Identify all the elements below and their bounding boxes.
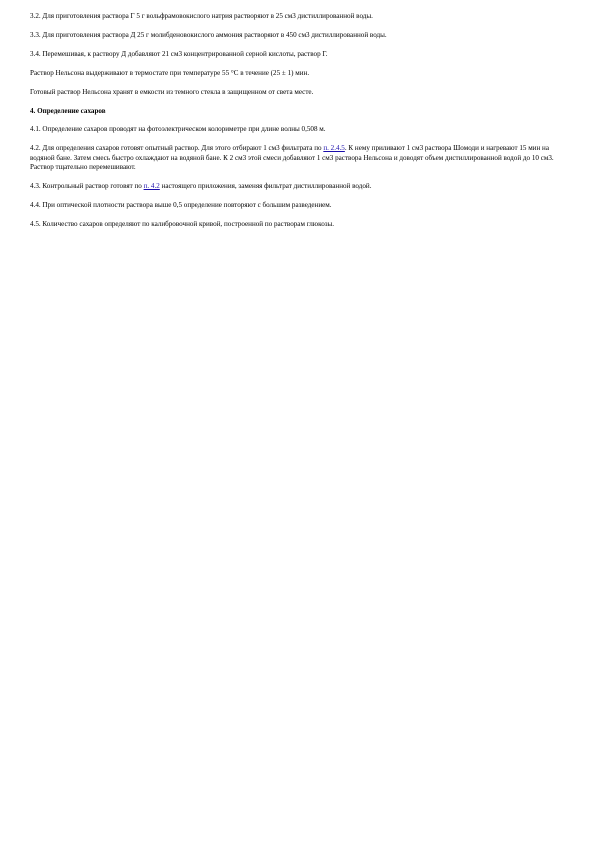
paragraph-4-3-text-end: настоящего приложения, заменяя фильтрат дистиллированной водой. (159, 182, 372, 191)
paragraph-3-2: 3.2. Для приготовления раствора Г 5 г вольфрамовокислого натрия растворяют в 25 см3 дистиллированной воды. (30, 12, 373, 20)
paragraph-4-4: 4.4. При оптической плотности раствора выше 0,5 определение повторяют с большим разведением. (30, 200, 332, 209)
link-item-2-4-5[interactable]: п. 2.4.5 (323, 144, 345, 153)
link-item-4-2[interactable]: п. 4.2 (143, 182, 160, 191)
paragraph-4-1: 4.1. Определение сахаров проводят на фотоэлектрическом колориметре при длине волны 0,508 м. (30, 125, 326, 134)
paragraph-nelson-storage: Готовый раствор Нельсона хранят в емкости из темного стекла в защищенном от света месте. (30, 87, 314, 96)
paragraph-4-3-text-start: 4.3. Контрольный раствор готовят по (30, 182, 144, 191)
paragraph-4-2-text-start: 4.2. Для определения сахаров готовят опытный раствор. Для этого отбирают 1 см3 фильтрата по (30, 144, 324, 153)
paragraph-4-5: 4.5. Количество сахаров определяют по калибровочной кривой, построенной по растворам глюкозы. (30, 219, 335, 228)
paragraph-nelson-thermostat: Раствор Нельсона выдерживают в термостате при температуре 55 °С в течение (25 ± 1) мин. (30, 68, 310, 77)
document-page (30, 12, 575, 239)
paragraph-4-2 (30, 144, 575, 172)
paragraph-3-3: 3.3. Для приготовления раствора Д 25 г молибденовокислого аммония растворяют в 450 см3 дистиллированной воды. (30, 30, 387, 39)
paragraph-4-3 (30, 182, 575, 191)
paragraph-3-4: 3.4. Перемешивая, к раствору Д добавляют 21 см3 концентрированной серной кислоты, раствор Г. (30, 49, 328, 58)
section-heading-sugar-determination: 4. Определение сахаров (30, 106, 106, 115)
paragraph-4-2-text-end: . К нему приливают 1 см3 раствора Шомоди и нагревают 15 мин на водяной бане. Затем смесь быстро охлаждают на водяной бане. К 2 см3 этой смеси добавляют 1 см3 раствора Нельсона и доводят объем дистиллированной водой до 10 см3. Раствор тщательно перемешивают. (30, 144, 554, 172)
